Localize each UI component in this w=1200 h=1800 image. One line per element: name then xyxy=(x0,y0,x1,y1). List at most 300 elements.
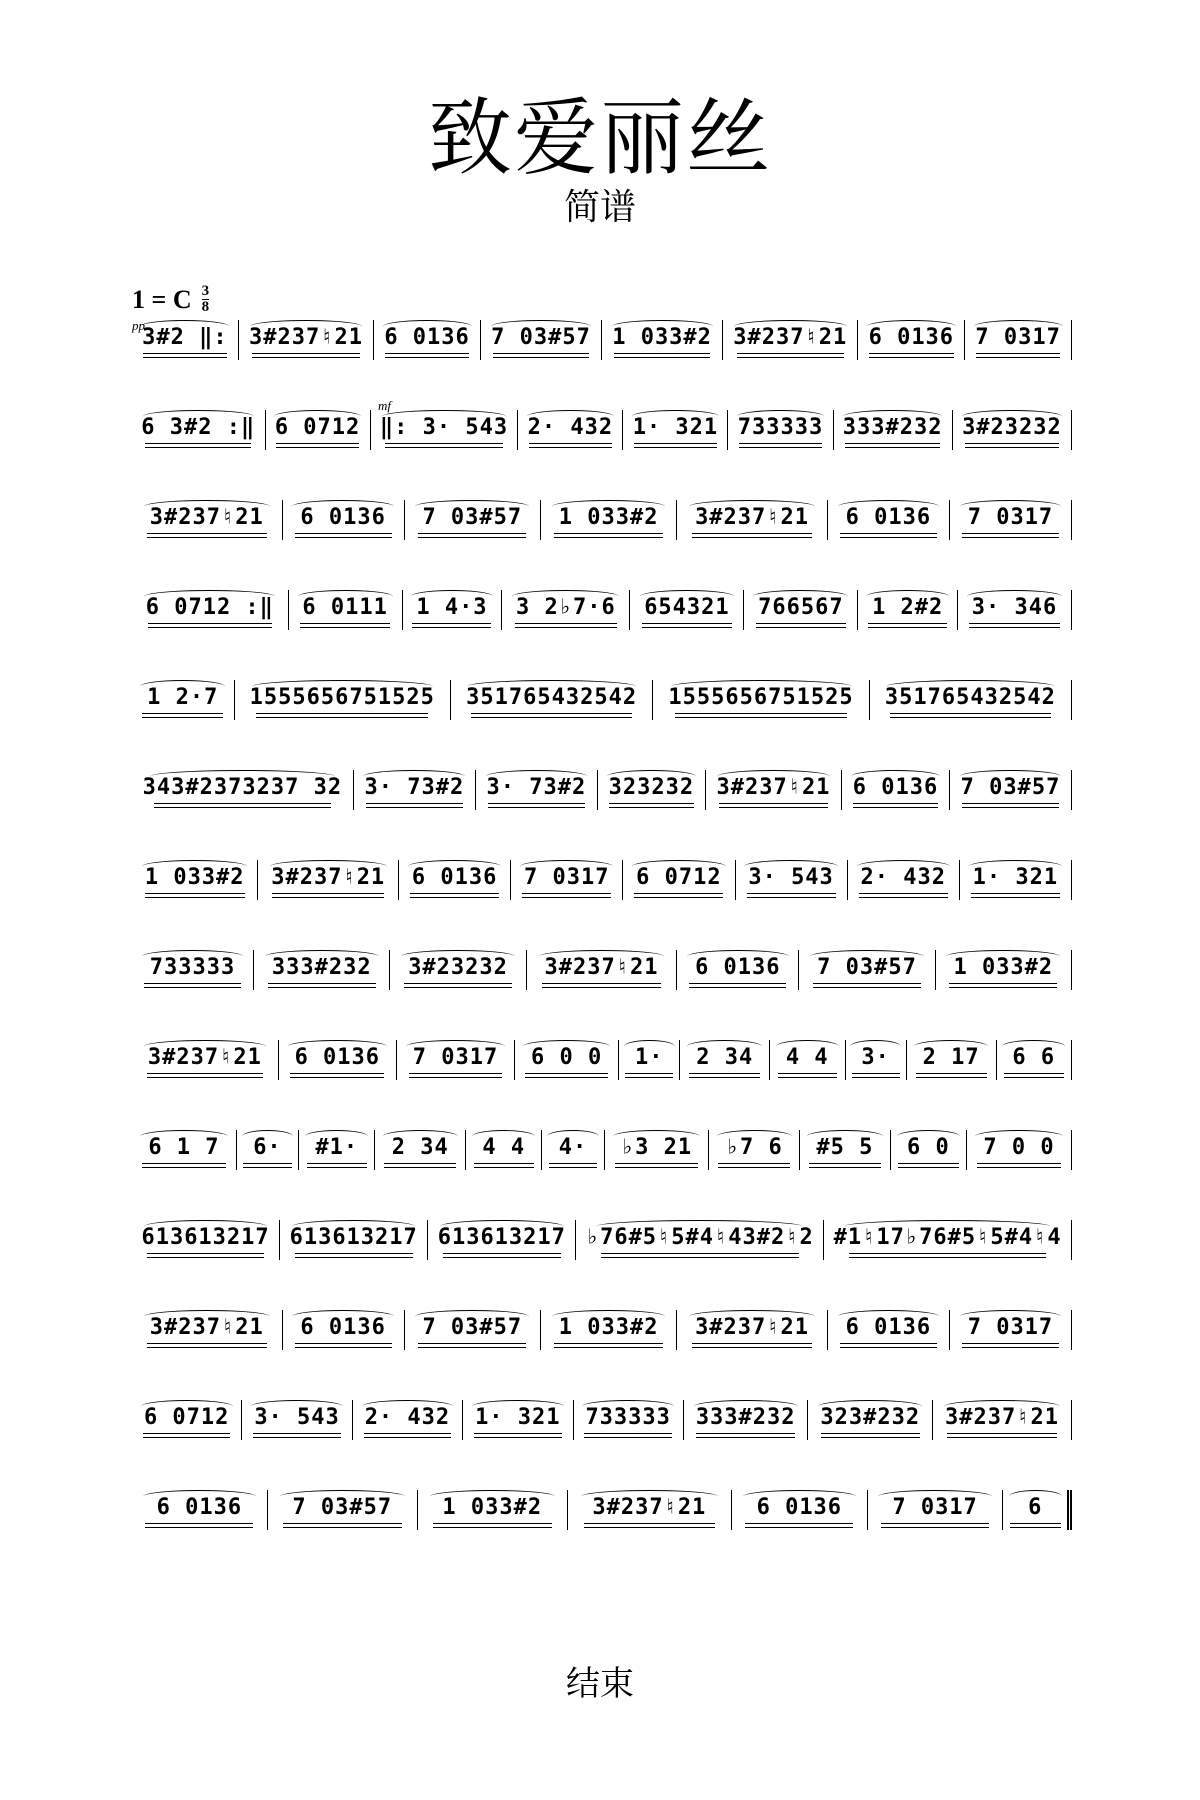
measure-notes: 3#237♮21 xyxy=(147,1045,262,1070)
measure xyxy=(235,680,451,720)
beam-line xyxy=(692,1343,812,1344)
beam-line xyxy=(971,893,1060,894)
slur-mark xyxy=(851,770,941,783)
beam-line xyxy=(542,983,662,984)
beam-line xyxy=(366,807,463,808)
measure xyxy=(239,320,374,360)
beam-line xyxy=(493,353,589,354)
measure-notes: 333#232 xyxy=(842,415,943,440)
measure-notes: 1· 321 xyxy=(972,865,1059,890)
measure-notes: 7 03#57 xyxy=(422,505,523,530)
ending-label: 结束 xyxy=(566,1664,634,1704)
slur-mark xyxy=(914,1040,989,1053)
measure xyxy=(799,950,935,990)
measure xyxy=(132,320,239,360)
measure xyxy=(132,1400,242,1440)
measure-notes: 7 03#57 xyxy=(491,325,591,350)
beam-line xyxy=(418,533,526,534)
measure-notes: 1 033#2 xyxy=(953,955,1054,980)
slur-mark xyxy=(144,1220,268,1233)
measure xyxy=(132,1040,279,1080)
measure-notes: 1 2·7 xyxy=(147,685,219,710)
measure xyxy=(709,1130,800,1170)
slur-mark xyxy=(401,950,515,963)
beam-line xyxy=(300,623,390,624)
measure-notes: 613613217 xyxy=(141,1225,270,1250)
measure xyxy=(463,1400,573,1440)
beam-line xyxy=(525,1073,607,1074)
slur-mark xyxy=(717,1130,792,1143)
slur-mark xyxy=(140,1130,227,1143)
slur-mark xyxy=(383,1130,458,1143)
measure xyxy=(907,1040,997,1080)
slur-mark xyxy=(292,1220,416,1233)
slur-mark xyxy=(581,1490,718,1503)
measure xyxy=(728,410,833,450)
measure xyxy=(428,1220,576,1260)
beam-line xyxy=(692,537,812,538)
beam-line xyxy=(718,1167,790,1168)
beam-line xyxy=(147,1257,265,1258)
measure-notes: 613613217 xyxy=(437,1225,566,1250)
measure-notes: 7 0317 xyxy=(524,865,610,890)
slur-mark xyxy=(807,1130,882,1143)
measure xyxy=(132,500,283,540)
beam-line xyxy=(364,1433,452,1434)
beam-line xyxy=(252,353,359,354)
time-signature-bottom: 8 xyxy=(201,299,210,315)
beam-line xyxy=(147,1343,267,1344)
beam-line xyxy=(916,1077,987,1078)
beam-line xyxy=(471,717,632,718)
measure xyxy=(598,770,706,810)
beam-line xyxy=(739,443,822,444)
slur-mark xyxy=(744,860,837,873)
measure-notes: 7 0 0 xyxy=(983,1135,1055,1160)
beam-line xyxy=(868,623,947,624)
beam-line xyxy=(809,1167,881,1168)
beam-line xyxy=(144,983,241,984)
notation-row xyxy=(132,400,1072,450)
beam-line xyxy=(145,893,245,894)
beam-line xyxy=(366,803,463,804)
measure-notes: 1555656751525 xyxy=(249,685,435,710)
beam-line xyxy=(852,1077,900,1078)
beam-line xyxy=(385,447,502,448)
measure xyxy=(723,320,858,360)
slur-mark xyxy=(737,410,824,423)
beam-line xyxy=(821,1433,920,1434)
measure-notes: 1· xyxy=(634,1045,664,1070)
measure-notes: 3· 543 xyxy=(748,865,834,890)
beam-line xyxy=(869,357,954,358)
notation-row xyxy=(132,1210,1072,1260)
slur-mark xyxy=(144,1310,270,1323)
measure-notes: ♭76#5♮5#4♮43#2♮2 xyxy=(585,1225,814,1250)
time-signature-top: 3 xyxy=(201,283,210,299)
beam-line xyxy=(525,1077,607,1078)
beam-line xyxy=(307,1167,367,1168)
beam-line xyxy=(290,1073,384,1074)
slur-mark xyxy=(486,770,588,783)
beam-line xyxy=(290,1077,384,1078)
beam-line xyxy=(614,353,710,354)
beam-line xyxy=(243,1167,292,1168)
slur-mark xyxy=(960,500,1062,513)
measure xyxy=(1003,1490,1072,1530)
beam-line xyxy=(283,1527,402,1528)
beam-line xyxy=(295,1343,392,1344)
beam-line xyxy=(625,1077,673,1078)
measure-notes: 6 0712 xyxy=(143,1405,230,1430)
measure-notes: 3#237♮21 xyxy=(592,1495,707,1520)
measure-notes: 6 0 xyxy=(907,1135,950,1160)
measure xyxy=(684,1400,809,1440)
beam-line xyxy=(809,1163,881,1164)
measure xyxy=(950,500,1072,540)
slur-mark xyxy=(946,950,1060,963)
measure-notes: 1 2#2 xyxy=(872,595,944,620)
measure xyxy=(511,860,623,900)
measure-notes: 3#2 ‖: xyxy=(142,325,228,350)
beam-line xyxy=(962,1343,1059,1344)
beam-line xyxy=(276,447,359,448)
beam-line xyxy=(554,537,662,538)
beam-line xyxy=(719,803,827,804)
dynamic-mark-pp: pp xyxy=(132,318,145,333)
beam-line xyxy=(474,1437,562,1438)
measure-notes: 733333 xyxy=(585,1405,671,1430)
beam-line xyxy=(154,807,331,808)
measure xyxy=(132,860,258,900)
measure-notes: 333#232 xyxy=(695,1405,796,1430)
beam-line xyxy=(145,897,245,898)
slur-mark xyxy=(818,1400,922,1413)
beam-line xyxy=(515,627,617,628)
beam-line xyxy=(868,627,947,628)
measure-notes: ♭7 6 xyxy=(725,1135,783,1160)
measure xyxy=(418,1490,568,1530)
measure xyxy=(828,1310,950,1350)
beam-line xyxy=(268,983,376,984)
slur-mark xyxy=(539,950,665,963)
measure xyxy=(132,680,235,720)
beam-line xyxy=(845,447,940,448)
beam-line xyxy=(634,893,723,894)
key-signature: 1 = C xyxy=(132,284,192,314)
beam-line xyxy=(852,1073,900,1074)
measure xyxy=(502,590,630,630)
slur-mark xyxy=(512,590,619,603)
slur-mark xyxy=(143,410,254,423)
measure-notes: 6· xyxy=(253,1135,282,1160)
measure-notes: 6 0136 xyxy=(300,505,386,530)
beam-line xyxy=(615,1167,698,1168)
slur-mark xyxy=(843,410,942,423)
measure-notes: 4· xyxy=(558,1135,588,1160)
notation-row xyxy=(132,1480,1072,1530)
measure xyxy=(397,1040,515,1080)
beam-line xyxy=(410,893,499,894)
measure-notes: 351765432542 xyxy=(466,685,638,710)
beam-line xyxy=(384,1163,456,1164)
measure-notes: 6 0136 xyxy=(294,1045,381,1070)
score-subtitle: 简谱 xyxy=(563,187,636,228)
measure xyxy=(630,590,744,630)
slur-mark xyxy=(292,1310,394,1323)
beam-line xyxy=(601,1257,798,1258)
beam-line xyxy=(719,807,827,808)
notation-row xyxy=(132,490,1072,540)
beam-line xyxy=(295,1253,413,1254)
beam-line xyxy=(642,623,732,624)
beam-line xyxy=(147,537,267,538)
beam-line xyxy=(976,353,1061,354)
slur-mark xyxy=(1002,1040,1065,1053)
beam-line xyxy=(542,987,662,988)
measure xyxy=(623,860,735,900)
beam-line xyxy=(418,1347,526,1348)
beam-line xyxy=(418,1343,526,1344)
measure-notes: 3· 73#2 xyxy=(486,775,587,800)
slur-mark xyxy=(753,590,848,603)
measure-notes: 1 033#2 xyxy=(612,325,712,350)
measure-notes: 6 0712 xyxy=(636,865,722,890)
notation-row xyxy=(132,1300,1072,1350)
beam-line xyxy=(283,1523,402,1524)
beam-line xyxy=(295,1257,413,1258)
beam-line xyxy=(272,893,384,894)
measure xyxy=(800,1130,891,1170)
measure xyxy=(542,1130,604,1170)
measure xyxy=(132,1220,280,1260)
beam-line xyxy=(410,897,499,898)
beam-line xyxy=(143,1433,231,1434)
beam-line xyxy=(142,717,223,718)
slur-mark xyxy=(850,1040,901,1053)
measure-notes: 766567 xyxy=(758,595,844,620)
measure-notes: 2 34 xyxy=(391,1135,449,1160)
beam-line xyxy=(300,627,390,628)
beam-line xyxy=(584,1437,672,1438)
measure-notes: 2· 432 xyxy=(364,1405,451,1430)
slur-mark xyxy=(491,320,592,333)
notation-row xyxy=(132,670,1072,720)
measure-notes: #1· xyxy=(315,1135,359,1160)
beam-line xyxy=(745,1527,853,1528)
measure-notes: 613613217 xyxy=(289,1225,418,1250)
beam-line xyxy=(1010,1527,1061,1528)
beam-line xyxy=(256,713,428,714)
slur-mark xyxy=(640,590,735,603)
measure xyxy=(405,500,541,540)
slur-mark xyxy=(144,500,270,513)
measure xyxy=(405,1310,541,1350)
measure xyxy=(967,1130,1072,1170)
slur-mark xyxy=(866,590,949,603)
notation-row xyxy=(132,1390,1072,1440)
measure-notes: #1♮17♭76#5♮5#4♮4 xyxy=(833,1225,1062,1250)
measure xyxy=(279,1040,397,1080)
measure xyxy=(541,1310,677,1350)
beam-line xyxy=(971,897,1060,898)
slur-mark xyxy=(143,1490,256,1503)
beam-line xyxy=(145,443,251,444)
measure-notes: 4 4 xyxy=(482,1135,526,1160)
beam-line xyxy=(295,537,392,538)
beam-line xyxy=(364,1437,452,1438)
measure xyxy=(374,320,481,360)
slur-mark xyxy=(838,500,940,513)
measure xyxy=(950,1310,1072,1350)
beam-line xyxy=(615,1163,698,1164)
beam-line xyxy=(778,1073,838,1074)
measure xyxy=(834,410,953,450)
slur-mark xyxy=(280,1490,405,1503)
beam-line xyxy=(554,1343,662,1344)
measure-notes: 333#232 xyxy=(271,955,372,980)
measure-notes: 6 0712 xyxy=(274,415,361,440)
measure-notes: 6 3#2 :‖ xyxy=(141,415,256,440)
measure xyxy=(965,320,1072,360)
measure-notes: #5 5 xyxy=(816,1135,874,1160)
measure xyxy=(237,1130,299,1170)
beam-line xyxy=(601,1253,798,1254)
beam-line xyxy=(747,897,836,898)
slur-mark xyxy=(362,1400,454,1413)
beam-line xyxy=(433,1523,552,1524)
slur-mark xyxy=(472,1130,535,1143)
measure-notes: 6 0136 xyxy=(384,325,470,350)
measure xyxy=(390,950,526,990)
measure xyxy=(828,500,950,540)
measure-notes: 2· 432 xyxy=(860,865,946,890)
measure-notes: 2· 432 xyxy=(527,415,614,440)
measure-notes: 6 6 xyxy=(1012,1045,1056,1070)
measure-notes: 3#23232 xyxy=(962,415,1062,440)
beam-line xyxy=(256,717,428,718)
slur-mark xyxy=(305,1130,368,1143)
slur-mark xyxy=(140,680,225,693)
notation-row xyxy=(132,1120,1072,1170)
measure-notes: 3#237♮21 xyxy=(945,1405,1059,1430)
measure-notes: 1 033#2 xyxy=(558,1315,659,1340)
measure-notes: 3· 543 xyxy=(254,1405,340,1430)
measure-notes: 7 0317 xyxy=(967,1315,1054,1340)
beam-line xyxy=(965,447,1060,448)
slur-mark xyxy=(671,680,852,693)
measure-notes: 7 03#57 xyxy=(960,775,1061,800)
slur-mark xyxy=(440,1220,564,1233)
measure xyxy=(997,1040,1072,1080)
measure-notes: 654321 xyxy=(644,595,730,620)
beam-line xyxy=(969,623,1059,624)
slur-mark xyxy=(743,1490,856,1503)
measure-notes: 7 0317 xyxy=(412,1045,499,1070)
slur-mark xyxy=(292,500,394,513)
measure-notes: 6 0136 xyxy=(300,1315,386,1340)
beam-line xyxy=(962,803,1059,804)
measure-notes: 2 34 xyxy=(696,1045,754,1070)
beam-line xyxy=(474,1167,534,1168)
beam-line xyxy=(493,357,589,358)
beam-line xyxy=(549,1167,598,1168)
beam-line xyxy=(898,1167,958,1168)
measure xyxy=(476,770,598,810)
beam-line xyxy=(412,623,491,624)
slur-mark xyxy=(607,770,697,783)
beam-line xyxy=(522,897,611,898)
measure xyxy=(623,410,728,450)
beam-line xyxy=(849,1257,1046,1258)
beam-line xyxy=(737,357,844,358)
measure-notes: 6 xyxy=(1028,1495,1043,1520)
beam-line xyxy=(143,357,228,358)
measure xyxy=(299,1130,375,1170)
beam-line xyxy=(404,983,512,984)
beam-line xyxy=(154,803,331,804)
measure xyxy=(824,1220,1072,1260)
measure xyxy=(848,860,960,900)
beam-line xyxy=(147,1253,265,1254)
beam-line xyxy=(147,533,267,534)
beam-line xyxy=(916,1073,987,1074)
slur-mark xyxy=(944,1400,1060,1413)
measure-notes: 7 0317 xyxy=(892,1495,978,1520)
slur-mark xyxy=(694,1400,798,1413)
measure xyxy=(870,680,1072,720)
beam-line xyxy=(554,533,662,534)
beam-line xyxy=(515,623,617,624)
beam-line xyxy=(947,1433,1057,1434)
measure-notes: 2 17 xyxy=(922,1045,980,1070)
beam-line xyxy=(142,1163,225,1164)
beam-line xyxy=(692,533,812,534)
slur-mark xyxy=(141,1400,233,1413)
slur-mark xyxy=(967,590,1062,603)
measure xyxy=(242,1400,352,1440)
slur-mark xyxy=(897,1130,960,1143)
beam-line xyxy=(295,1347,392,1348)
measure xyxy=(576,1220,824,1260)
beam-line xyxy=(409,1077,503,1078)
beam-line xyxy=(756,627,846,628)
measure-notes: 6 0136 xyxy=(845,505,932,530)
measure xyxy=(933,1400,1072,1440)
measure xyxy=(515,1040,619,1080)
measure-notes: 3#237♮21 xyxy=(695,1315,810,1340)
measure xyxy=(858,590,958,630)
notation-row xyxy=(132,310,1072,360)
measure xyxy=(680,1040,770,1080)
beam-line xyxy=(962,807,1059,808)
beam-line xyxy=(384,1167,456,1168)
slur-mark xyxy=(472,1400,564,1413)
slur-mark xyxy=(960,770,1062,783)
slur-mark xyxy=(613,1130,700,1143)
measure-notes: 6 0136 xyxy=(756,1495,843,1520)
measure-notes: 343#2373237 32 xyxy=(142,775,343,800)
beam-line xyxy=(692,1347,812,1348)
beam-line xyxy=(675,713,847,714)
measure-notes: 3#237♮21 xyxy=(695,505,810,530)
measure-notes: 6 0136 xyxy=(695,955,781,980)
slur-mark xyxy=(844,1220,1051,1233)
beam-line xyxy=(634,897,723,898)
beam-line xyxy=(689,983,786,984)
slur-mark xyxy=(612,320,713,333)
beam-line xyxy=(778,1077,838,1078)
